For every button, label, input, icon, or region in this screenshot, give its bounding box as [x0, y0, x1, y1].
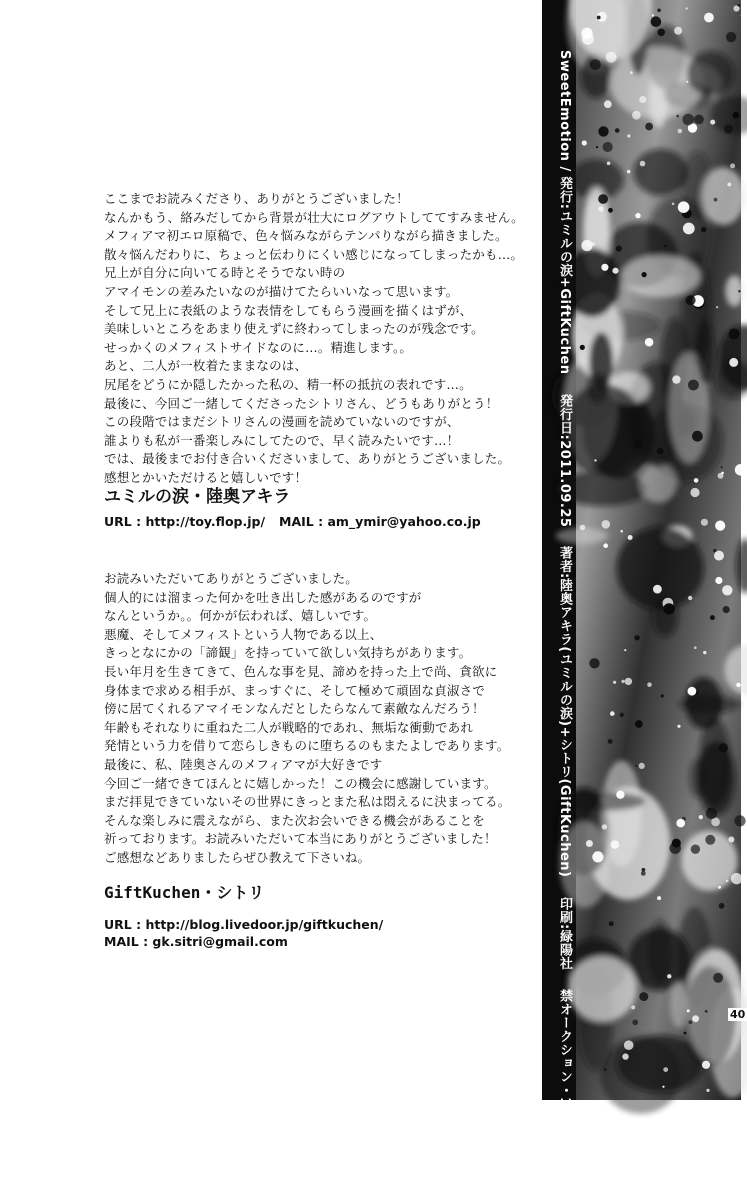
message-line: なんかもう、絡みだしてから背景が壮大にログアウトしててすみません。	[104, 209, 534, 228]
colophon	[548, 50, 574, 1080]
ink-dot	[592, 851, 603, 862]
ink-dot	[687, 1009, 690, 1012]
ink-dot	[635, 213, 640, 218]
message-line: 年齢もそれなりに重ねた二人が戦略的であれ、無垢な衝動であれ	[104, 719, 534, 738]
ink-dot	[678, 201, 690, 213]
ink-dot	[627, 170, 630, 173]
ink-dot	[635, 440, 644, 449]
ink-dot	[651, 16, 662, 27]
ink-dot	[597, 16, 601, 20]
ink-dot	[662, 1086, 664, 1088]
ink-dot	[724, 124, 733, 133]
ink-dot	[625, 678, 632, 685]
message-line: きっとなにかの「諦観」を持っていて欲しい気持ちがあります。	[104, 644, 534, 663]
ink-dot	[640, 161, 646, 167]
colophon-title: SweetEmotion / 発行:ユミルの涙+GiftKuchen	[557, 50, 572, 374]
ink-dot	[705, 835, 715, 845]
message-line: まだ拝見できていないその世界にきっとまた私は悶えるに決まってる。	[104, 793, 534, 812]
ink-dot	[580, 525, 586, 531]
ink-dot	[598, 206, 603, 211]
ink-dot	[688, 687, 697, 696]
message-line: 散々悩んだわりに、ちょっと伝わりにくい感じになってしまったかも…。	[104, 246, 534, 265]
ink-dot	[686, 7, 688, 9]
message-line: 美味しいところをあまり使えずに終わってしまったのが残念です。	[104, 320, 534, 339]
message-line: そして兄上に表紙のような表情をしてもらう漫画を描くはずが、	[104, 302, 534, 321]
ink-dot	[721, 466, 723, 468]
ink-dot	[615, 128, 620, 133]
ink-dot	[729, 358, 738, 367]
ink-dot	[621, 680, 624, 683]
ink-dot	[607, 162, 611, 166]
author-url-link[interactable]: URL : http://toy.flop.jp/	[104, 514, 265, 529]
ink-dot	[608, 739, 613, 744]
ink-dot	[726, 880, 729, 883]
ink-dot	[632, 111, 641, 120]
message-line: 感想とかいただけると嬉しいです！	[104, 469, 534, 488]
ink-blot	[640, 463, 677, 503]
ink-dot	[586, 840, 593, 847]
ink-dot	[632, 1019, 638, 1025]
ink-dot	[703, 651, 706, 654]
message-line: 長い年月を生きてきて、色んな事を見、諦めを持った上で尚、貪欲に	[104, 663, 534, 682]
message-line: 今回ご一緒できてほんとに嬉しかった！この機会に感謝しています。	[104, 775, 534, 794]
ink-dot	[722, 585, 732, 595]
author-contact-sitri	[104, 916, 383, 950]
ink-dot	[631, 1005, 635, 1009]
ink-blot	[633, 149, 688, 196]
ink-dot	[627, 134, 630, 137]
ink-dot	[726, 32, 736, 42]
colophon-printer: 印刷:緑陽社	[557, 897, 572, 970]
ink-dot	[730, 163, 735, 168]
ink-dot	[663, 603, 674, 614]
ink-dot	[708, 808, 710, 810]
ink-dot	[686, 81, 688, 83]
ink-dot	[628, 535, 633, 540]
message-line: ご感想などありましたらぜひ教えて下さいね。	[104, 849, 534, 868]
ink-dot	[694, 115, 704, 125]
ink-dot	[602, 520, 611, 529]
ink-blot	[562, 792, 646, 811]
author-url-link[interactable]: URL : http://blog.livedoor.jp/giftkuchen/	[104, 916, 383, 933]
ink-dot	[613, 681, 616, 684]
ink-blot	[699, 718, 731, 807]
ink-dot	[676, 819, 685, 828]
ink-dot	[601, 264, 608, 271]
ink-dot	[663, 1067, 668, 1072]
ink-dot	[647, 682, 652, 687]
ink-dot	[704, 13, 714, 23]
page-number: 40	[728, 1008, 747, 1021]
ink-dot	[738, 290, 741, 293]
ink-dot	[702, 1061, 710, 1069]
ink-dot	[622, 1053, 628, 1059]
ink-dot	[612, 268, 618, 274]
ink-dot	[705, 1010, 708, 1013]
ink-dot	[672, 839, 681, 848]
ink-dot	[653, 585, 662, 594]
message-line: 傍に居てくれるアマイモンなんだとしたらなんて素敵なんだろう！	[104, 700, 534, 719]
message-line: 発情という力を借りて恋らしきものに堕ちるのもまたよしであります。	[104, 737, 534, 756]
ink-dot	[688, 1020, 692, 1024]
message-line: 最後に、今回ご一緒してくださったシトリさん、どうもありがとう！	[104, 395, 534, 414]
ink-dot	[706, 808, 717, 819]
message-line: なんというか。。何かが伝われば、嬉しいです。	[104, 607, 534, 626]
ink-dot	[581, 240, 592, 251]
ink-dot	[667, 974, 671, 978]
ink-dot	[690, 488, 699, 497]
ink-dot	[634, 635, 639, 640]
ink-dot	[678, 129, 683, 134]
author-signature-sitri: GiftKuchen・シトリ	[104, 880, 264, 903]
ink-dot	[635, 720, 643, 728]
ink-dot	[688, 596, 692, 600]
ink-dot	[598, 194, 608, 204]
ink-dot	[609, 921, 614, 926]
ink-dot	[645, 338, 654, 347]
ink-dot	[598, 126, 608, 136]
ink-dot	[683, 114, 695, 126]
ink-dot	[728, 837, 734, 843]
ink-dot	[713, 973, 723, 983]
ink-dot	[741, 15, 743, 17]
message-line: 悪魔、そしてメフィストという人物である以上、	[104, 626, 534, 645]
ink-dot	[674, 27, 682, 35]
ink-dot	[642, 272, 647, 277]
ink-dot	[694, 646, 697, 649]
message-line: 個人的には溜まった何かを吐き出した感があるのですが	[104, 589, 534, 608]
colophon-date: 発行日:2011.09.25	[557, 394, 572, 527]
ink-dot	[616, 246, 622, 252]
ink-dot	[602, 824, 607, 829]
message-line: メフィアマ初エロ原稿で、色々悩みながらテンパりながら描きました。	[104, 227, 534, 246]
ink-dot	[729, 329, 740, 340]
ink-dot	[684, 1032, 687, 1035]
ink-dot	[608, 208, 613, 213]
ink-dot	[639, 992, 648, 1001]
ink-dot	[657, 448, 664, 455]
ink-dot	[677, 725, 680, 728]
message-line: せっかくのメフィストサイドなのに…。精進します。。	[104, 339, 534, 358]
ink-dot	[664, 244, 667, 247]
ink-blot	[696, 319, 714, 385]
ink-dot	[590, 59, 601, 70]
author-mail-link[interactable]: MAIL : gk.sitri@gmail.com	[104, 933, 383, 950]
ink-blot	[670, 982, 688, 1029]
message-line: ここまでお読みくださり、ありがとうございました！	[104, 190, 534, 209]
ink-dot	[604, 1068, 607, 1071]
ink-dot	[620, 713, 624, 717]
ink-dot	[582, 140, 587, 145]
message-line: この段階ではまだシトリさんの漫画を読めていないのですが、	[104, 413, 534, 432]
message-line: アマイモンの差みたいなのが描けてたらいいなって思います。	[104, 283, 534, 302]
ink-dot	[694, 478, 699, 483]
author-contact-akira	[104, 513, 481, 530]
ink-dot	[733, 5, 739, 11]
ink-blot	[622, 256, 701, 298]
message-line: 誰よりも私が一番楽しみにしてたので、早く読みたいです…！	[104, 432, 534, 451]
ink-blot	[568, 956, 637, 1022]
ink-dot	[718, 886, 721, 889]
author-mail-link[interactable]: MAIL : am_ymir@yahoo.co.jp	[279, 514, 481, 529]
message-line: 尻尾をどうにか隠したかった私の、精一杯の抵抗の表れです…。	[104, 376, 534, 395]
ink-dot	[657, 896, 661, 900]
ink-dot	[589, 658, 599, 668]
author-signature-akira: ユミルの涙・陸奥アキラ	[104, 482, 290, 507]
message-line: 身体まで求める相手が、まっすぐに、そして極めて頑固な貞淑さで	[104, 682, 534, 701]
afterword-message-akira	[104, 190, 534, 488]
ink-dot	[606, 52, 617, 63]
ink-dot	[610, 711, 615, 716]
ink-dot	[701, 227, 706, 232]
ink-dot	[733, 112, 740, 119]
ink-dot	[594, 459, 596, 461]
message-line: 兄上が自分に向いてる時とそうでない時の	[104, 264, 534, 283]
ink-dot	[672, 203, 675, 206]
message-line: そんな楽しみに震えながら、また次お会いできる機会があることを	[104, 812, 534, 831]
ink-dot	[735, 464, 747, 476]
ink-dot	[620, 530, 623, 533]
ink-blot	[725, 275, 743, 306]
ink-blot	[589, 332, 613, 389]
ink-dot	[580, 345, 585, 350]
ink-dot	[727, 183, 731, 187]
ink-dot	[676, 115, 679, 118]
ink-dot	[596, 146, 598, 148]
ink-dot	[692, 431, 703, 442]
message-line: あと、二人が一枚着たままなのは、	[104, 357, 534, 376]
ink-dot	[604, 100, 612, 108]
ink-dot	[603, 543, 608, 548]
ink-blot	[701, 167, 745, 225]
ink-blot	[687, 51, 735, 95]
ink-dot	[603, 142, 613, 152]
ink-dot	[683, 223, 695, 235]
ink-dot	[672, 375, 680, 383]
ink-dot	[624, 1040, 634, 1050]
ink-blot	[600, 1036, 681, 1113]
ink-dot	[641, 871, 646, 876]
message-line: 祈っております。お読みいただいて本当にありがとうございました！	[104, 830, 534, 849]
ink-dot	[639, 96, 646, 103]
ink-dot	[624, 649, 626, 651]
ink-dot	[731, 873, 742, 884]
ink-dot	[716, 306, 718, 308]
ink-dot	[736, 683, 740, 687]
ink-dot	[713, 549, 716, 552]
afterword-message-sitri	[104, 570, 534, 868]
ink-dot	[630, 71, 633, 74]
ink-dot	[635, 765, 637, 767]
ink-dot	[710, 120, 715, 125]
ink-dot	[611, 840, 620, 849]
ink-dot	[719, 903, 725, 909]
ink-dot	[686, 295, 696, 305]
message-line: では、最後までお付き合いくださいまして、ありがとうございました。	[104, 450, 534, 469]
ink-dot	[715, 521, 725, 531]
ink-dot	[616, 791, 624, 799]
ink-dot	[718, 473, 724, 479]
message-line: 最後に、私、陸奥さんのメフィアマが大好きです	[104, 756, 534, 775]
ink-dot	[582, 33, 594, 45]
ink-dot	[692, 1015, 699, 1022]
colophon-notice: 禁オークション・18歳未満閲覧	[557, 989, 572, 1184]
ink-dot	[706, 1089, 709, 1092]
ink-dot	[652, 14, 654, 16]
ink-dot	[710, 615, 715, 620]
ink-dot	[657, 29, 665, 37]
ink-dot	[688, 380, 699, 391]
ink-dot	[715, 577, 722, 584]
ink-dot	[661, 694, 664, 697]
ink-dot	[723, 606, 730, 613]
ink-dot	[734, 815, 745, 826]
ink-dot	[645, 123, 653, 131]
message-line: お読みいただいてありがとうございました。	[104, 570, 534, 589]
ink-dot	[699, 815, 703, 819]
ink-dot	[714, 198, 718, 202]
colophon-authors: 著者:陸奥アキラ(ユミルの涙)+シトリ(GiftKuchen)	[557, 546, 572, 878]
ink-dot	[701, 519, 708, 526]
ink-dot	[691, 845, 700, 854]
ink-dot	[719, 743, 728, 752]
ink-dot	[639, 763, 645, 769]
ink-dot	[657, 9, 661, 13]
